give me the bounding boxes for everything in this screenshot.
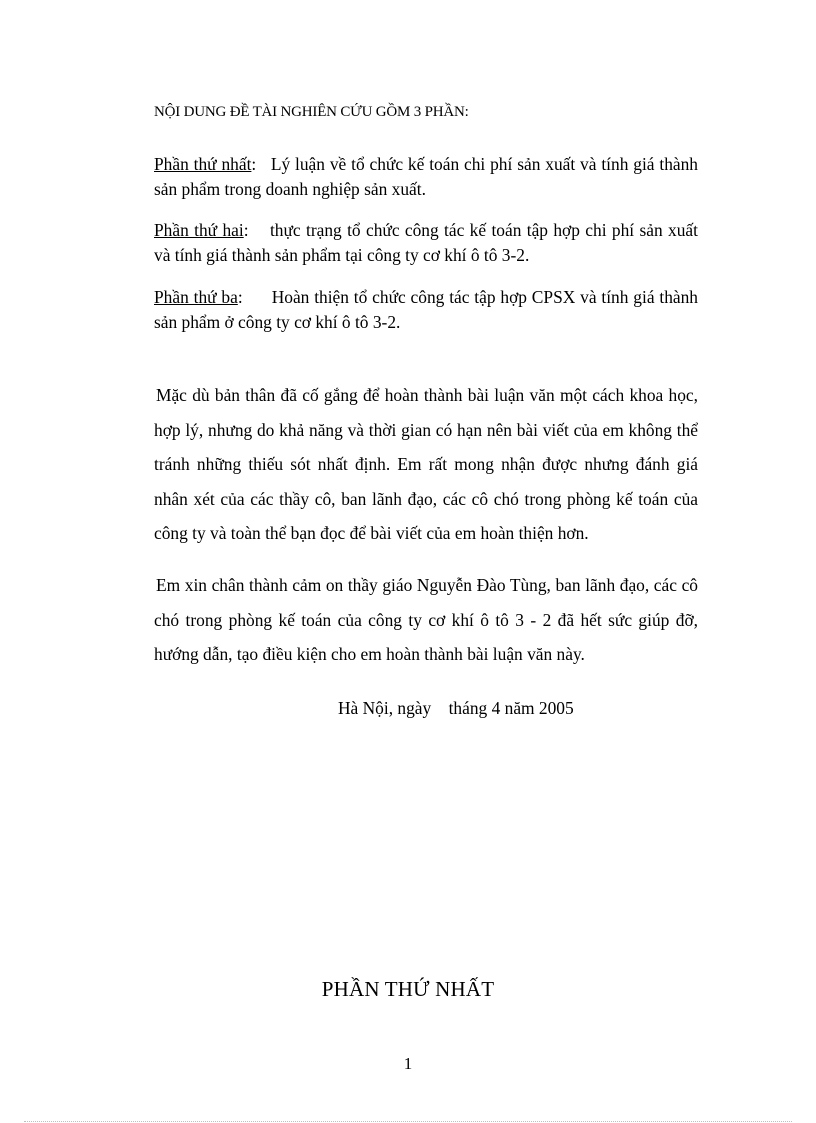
part-two-separator: :	[243, 220, 270, 240]
section-heading: NỘI DUNG ĐỀ TÀI NGHIÊN CỨU GỒM 3 PHẦN:	[154, 104, 469, 120]
part-one-separator: :	[251, 154, 271, 174]
part-three-text: Hoàn thiện tổ chức công tác tập hợp CPSX và tính giá thành sản phẩm ở công ty cơ khí ô tô 3-2.	[154, 287, 699, 332]
part-title: PHẦN THỨ NHẤT	[321, 977, 495, 1001]
page-number: 1	[403, 1054, 413, 1073]
part-one-label: Phần thứ nhất	[154, 154, 252, 174]
part-two-text: thực trạng tổ chức công tác kế toán tập hợp chi phí sản xuất và tính giá thành sản phẩm tại công ty cơ khí ô tô 3-2.	[154, 220, 698, 265]
part-one	[154, 152, 698, 202]
part-three-label: Phần thứ ba	[154, 287, 238, 307]
part-two-label: Phần thứ hai	[154, 220, 244, 240]
date-signature: Hà Nội, ngày tháng 4 năm 2005	[338, 698, 574, 718]
part-two	[154, 218, 698, 268]
part-three-separator: :	[237, 287, 272, 307]
acknowledgement-paragraph: Em xin chân thành cảm on thầy giáo Nguyễn Đào Tùng, ban lãnh đạo, các cô chó trong phòng kế toán của công ty cơ khí ô tô 3 - 2 đã hết sức giúp đỡ, hướng dẫn, tạo điều kiện cho em hoàn thành bài luận văn này.	[154, 575, 698, 664]
part-one-text: Lý luận về tổ chức kế toán chi phí sản xuất và tính giá thành sản phẩm trong doanh nghiệp sản xuất.	[154, 154, 698, 199]
body-paragraph: Mặc dù bản thân đã cố gắng để hoàn thành bài luận văn một cách khoa học, hợp lý, nhưng do khả năng và thời gian có hạn nên bài viết của em không thể tránh những thiếu sót nhất định. Em rất mong nhận được nhưng đánh giá nhân xét của các thầy cô, ban lãnh đạo, các cô chó trong phòng kế toán của công ty và toàn thể bạn đọc để bài viết của em hoàn thiện hơn.	[154, 385, 698, 543]
part-three	[154, 285, 698, 335]
page-boundary-line	[24, 1121, 792, 1122]
